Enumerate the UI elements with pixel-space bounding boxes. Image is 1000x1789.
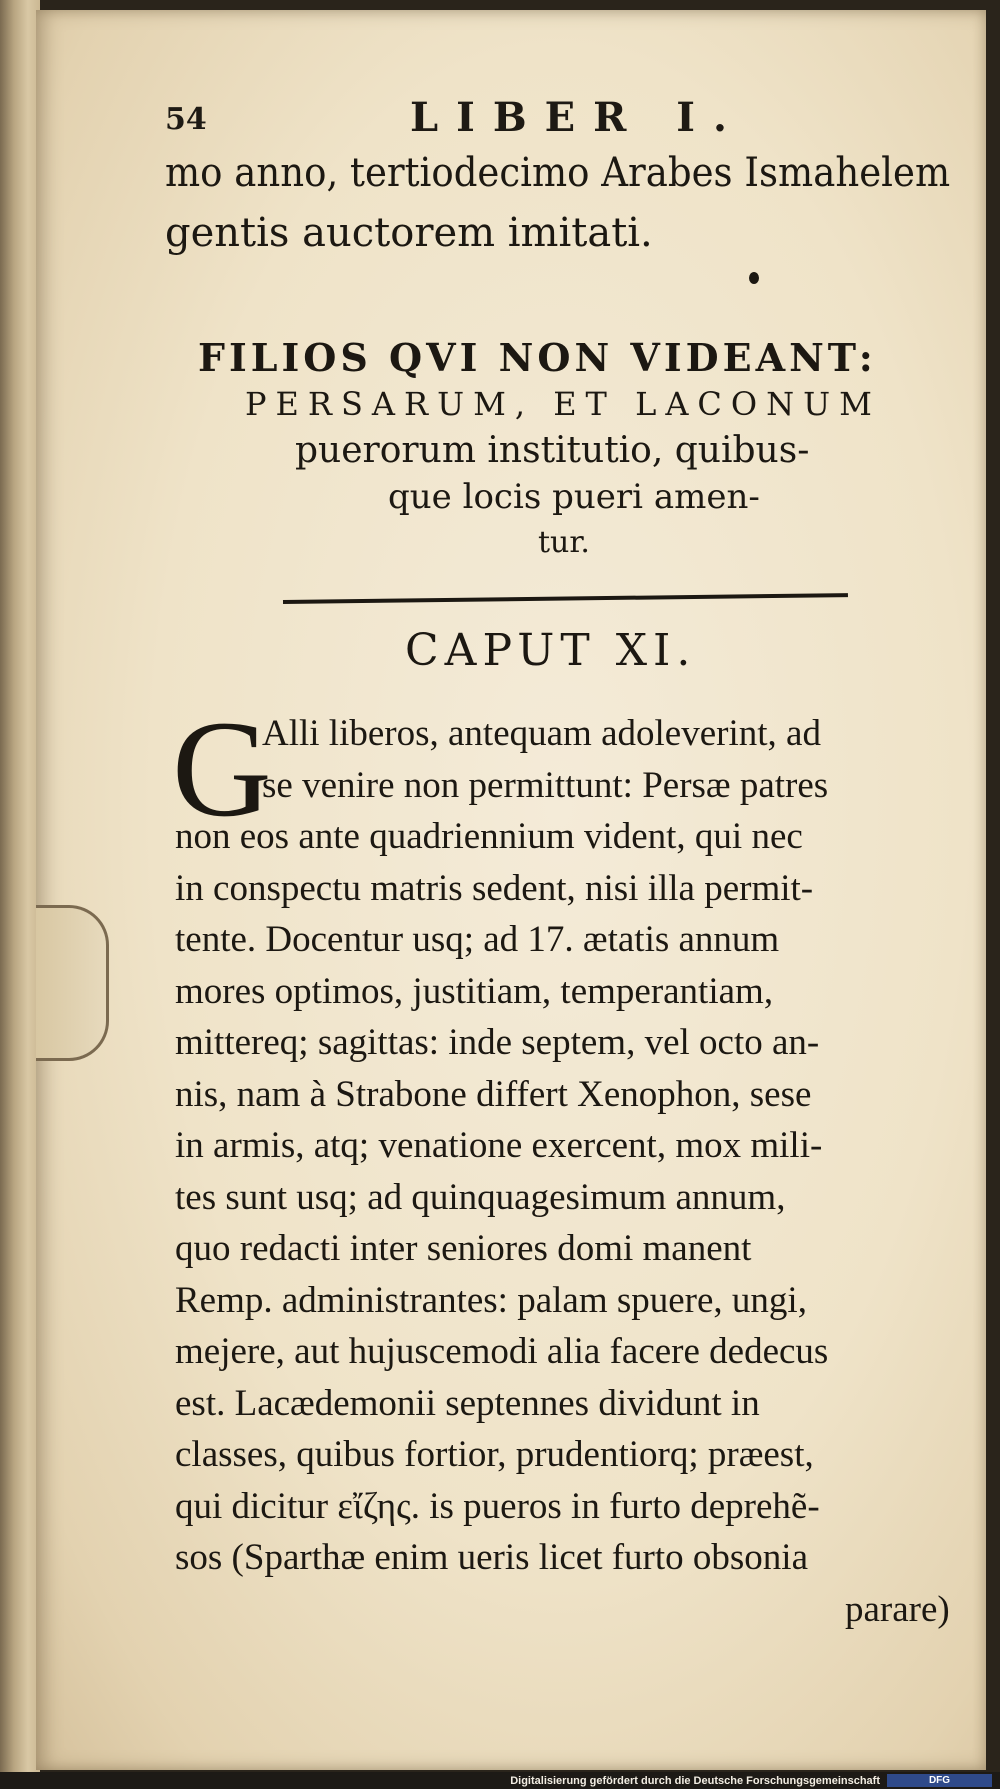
body-line: mittereq; sagittas: inde septem, vel octo an-: [175, 1022, 820, 1063]
carryover-line-2: gentis auctorem imitati.: [165, 210, 653, 256]
section-heading-title: FILIOS QVI NON VIDEANT:: [198, 335, 877, 380]
section-heading-line-4: tur.: [538, 525, 590, 560]
section-heading-line-2: puerorum institutio, quibus-: [295, 430, 810, 471]
body-line: est. Lacædemonii septennes dividunt in: [175, 1382, 760, 1424]
body-line: tes sunt usq; ad quinquagesimum annum,: [175, 1176, 786, 1218]
body-line: Remp. administrantes: palam spuere, ungi,: [175, 1279, 807, 1321]
body-line: non eos ante quadriennium vident, qui nec: [175, 816, 803, 857]
body-line: in conspectu matris sedent, nisi illa permit-: [175, 867, 814, 909]
drop-cap: G: [172, 692, 272, 845]
body-line: tente. Docentur usq; ad 17. ætatis annum: [175, 919, 780, 960]
section-heading-line-3: que locis pueri amen-: [388, 477, 760, 517]
carryover-line-1: mo anno, tertiodecimo Arabes Ismahelem: [165, 150, 951, 196]
book-spine-edge: [0, 0, 40, 1775]
section-heading-subtitle: PERSARUM, ET LACONUM: [245, 385, 881, 423]
body-line: se venire non permittunt: Persæ patres: [262, 764, 829, 806]
digitization-credit: Digitalisierung gefördert durch die Deutsche Forschungsgemeinschaft: [510, 1775, 880, 1787]
ornament-dot: [749, 272, 759, 284]
page-clip-tab: [36, 905, 109, 1061]
dfg-logo: DFG: [887, 1774, 992, 1787]
book-title-liber: LIBER I.: [410, 94, 745, 141]
body-line: qui dicitur εἴζης. is pueros in furto deprehẽ-: [175, 1485, 820, 1527]
body-line: sos (Sparthæ enim ueris licet furto obsonia: [175, 1537, 809, 1578]
body-line: in armis, atq; venatione exercent, mox mili-: [175, 1125, 823, 1166]
chapter-heading: CAPUT XI.: [405, 625, 697, 676]
running-head: [120, 88, 940, 141]
body-line: parare): [845, 1588, 950, 1630]
body-line: nis, nam à Strabone differt Xenophon, sese: [175, 1073, 812, 1115]
page-number: 54: [165, 102, 207, 137]
body-line: mores optimos, justitiam, temperantiam,: [175, 970, 774, 1012]
body-line: Alli liberos, antequam adoleverint, ad: [262, 713, 821, 754]
body-line: quo redacti inter seniores domi manent: [175, 1228, 752, 1269]
body-line: classes, quibus fortior, prudentiorq; præest,: [175, 1434, 814, 1475]
body-line: mejere, aut hujuscemodi alia facere dedecus: [175, 1331, 829, 1372]
